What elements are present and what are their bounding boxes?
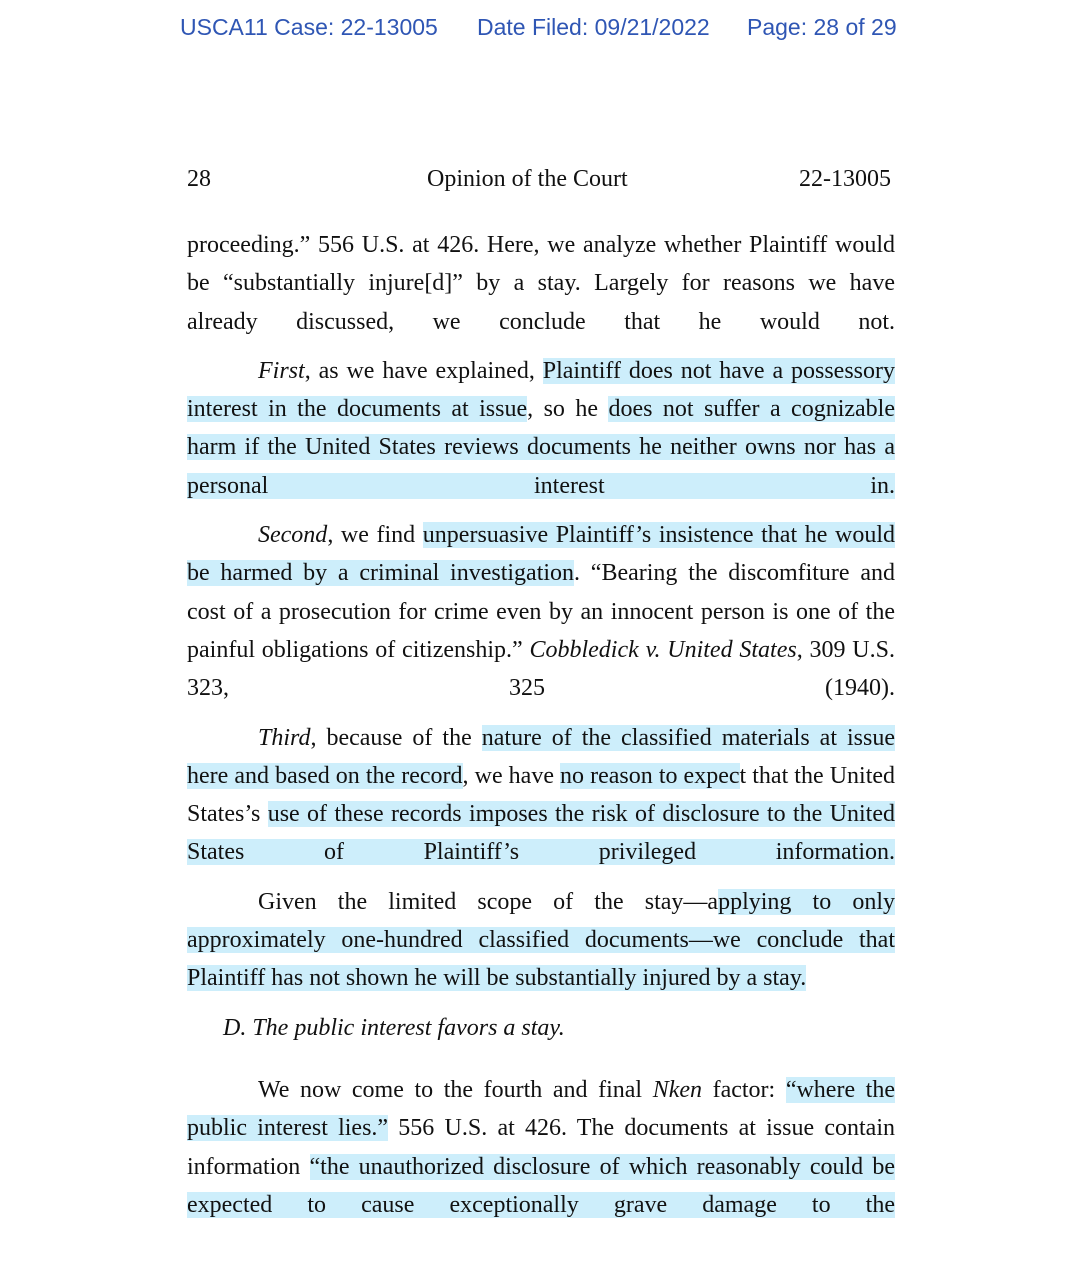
text-run: proceeding.” 556 U.S. at 426. Here, we analyze whether Plaintiff would be “substantially injure[d]” by a stay. Largely for reasons we have already discussed, we conclude that he would not.: [187, 232, 895, 335]
text-run: We now come to the fourth and final: [258, 1076, 653, 1103]
docket-number: 22-13005: [799, 166, 891, 192]
section-heading: D. The public interest favors a stay.: [223, 1014, 565, 1041]
paragraph-third: [187, 719, 895, 872]
text-run: , as we have explained,: [304, 357, 543, 384]
highlight: no reason to expec: [560, 762, 740, 789]
paragraph-scope: [187, 883, 895, 998]
text-run: Third: [258, 724, 311, 751]
opinion-body: [187, 226, 895, 1224]
text-run: , we find: [327, 522, 423, 549]
case-name: Nken: [652, 1076, 702, 1103]
page-count: Page: 28 of 29: [747, 14, 897, 40]
page-title: Opinion of the Court: [427, 166, 628, 192]
paragraph-first: [187, 352, 895, 505]
highlight: unpersuasive Plaintiff’s insistence that he would be harmed by a criminal investigation: [187, 522, 895, 587]
text-run: factor:: [702, 1076, 786, 1103]
highlight: pplying to only approximately one-hundred classified documents—we conclude that Plaintiff has not shown he will be substantially injured by a stay.: [187, 888, 896, 992]
highlight: use of these records imposes the risk of disclosure to the United States of Plaintiff’s privileged information.: [187, 801, 895, 866]
text-run: t that the United States’s: [187, 762, 896, 828]
highlight: nature of the classified materials at issue here and based on the record: [187, 724, 895, 789]
text-run: 556 U.S. at 426. The documents at issue contain information: [187, 1115, 895, 1180]
text-run: , because of the: [310, 724, 482, 751]
text-run: , we have: [462, 762, 561, 789]
highlight: “the unauthorized disclosure of which reasonably could be expected to cause exceptionally grave damage to the: [187, 1153, 895, 1218]
page-header: [187, 166, 895, 196]
paragraph-second: [187, 516, 895, 707]
text-run: , so he: [527, 396, 609, 423]
page-number: 28: [187, 166, 211, 192]
highlight: “where the public interest lies.”: [187, 1076, 896, 1142]
date-filed: Date Filed: 09/21/2022: [477, 14, 710, 40]
case-citation: Cobbledick v. United States: [529, 636, 797, 663]
text-run: First: [258, 357, 305, 384]
case-number: USCA11 Case: 22-13005: [180, 14, 438, 40]
text-run: . “Bearing the discomfiture and cost of a prosecution for crime even by an innocent person is one of the painful obligations of citizenship.”: [187, 560, 895, 663]
text-run: Given the limited scope of the stay—a: [258, 888, 719, 915]
paragraph-0: [187, 226, 895, 341]
text-run: Second: [258, 522, 328, 549]
paragraph-public-interest: [187, 1071, 895, 1224]
highlight: does not suffer a cognizable harm if the United States reviews documents he neither owns nor has a personal interest in.: [187, 396, 895, 499]
highlight: Plaintiff does not have a possessory interest in the documents at issue: [187, 357, 896, 423]
text-run: , 309 U.S. 323, 325 (1940).: [187, 636, 895, 702]
